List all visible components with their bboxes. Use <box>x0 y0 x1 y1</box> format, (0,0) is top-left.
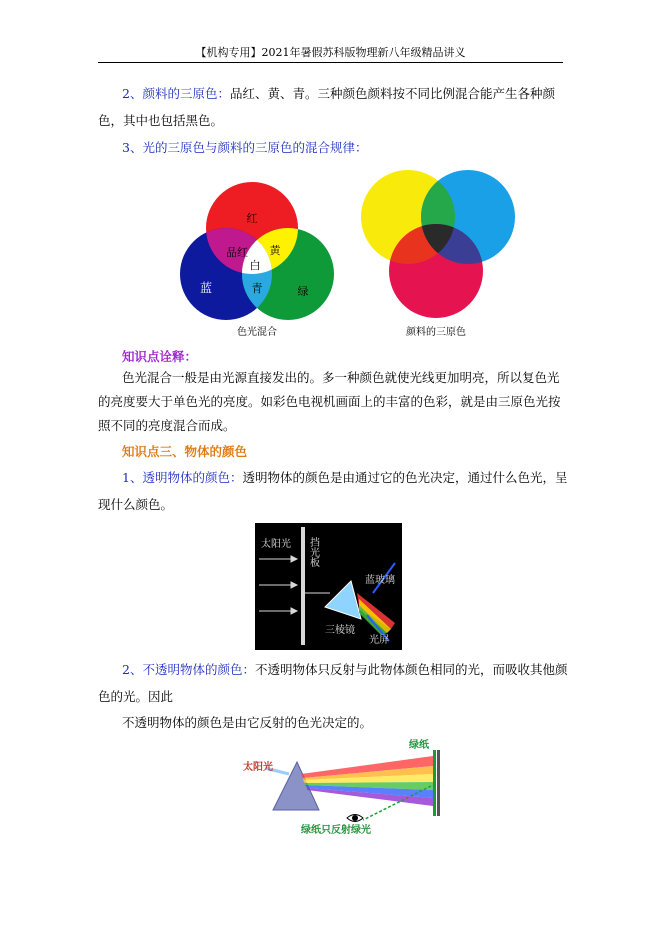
transparent-body: 透明物体的颜色是由通过它的色光决定，通过什么色光，呈现什么颜色。 <box>98 470 568 512</box>
transparent-colon: ： <box>229 470 243 485</box>
green-paper-figure <box>243 738 448 838</box>
pigment-colon: ： <box>217 86 230 101</box>
label-sunlight: 太阳光 <box>261 539 291 550</box>
pigment-num: 2、 <box>122 86 143 101</box>
label-green-paper: 绿纸 <box>409 740 429 751</box>
label-blue-glass: 蓝玻璃 <box>365 575 395 586</box>
transparent-paragraph <box>98 464 568 518</box>
opaque-num: 2、 <box>122 662 143 677</box>
label-sunlight-2: 太阳光 <box>243 762 273 773</box>
opaque-conclusion: 不透明物体的颜色是由它反射的色光决定的。 <box>122 715 373 730</box>
note-heading: 知识点诠释： <box>122 349 198 364</box>
prism-blue-glass-figure <box>255 523 402 650</box>
label-cyan: 青 <box>251 282 263 295</box>
green-paper-rect <box>433 750 436 816</box>
light-mixing-figure <box>170 180 340 340</box>
transparent-term: 透明物体的颜色 <box>142 470 230 485</box>
pigment-mixing-figure <box>350 165 520 340</box>
label-magenta: 品红 <box>226 246 248 259</box>
opaque-term: 不透明物体的颜色 <box>142 662 243 677</box>
pigment-caption: 颜料的三原色 <box>406 327 466 338</box>
pigment-body: 品红、黄、青。三种颜色颜料按不同比例混合能产生各种颜色，其中也包括黑色。 <box>98 86 555 128</box>
transparent-num: 1、 <box>122 470 143 485</box>
opaque-paragraph <box>98 656 568 710</box>
label-yellow: 黄 <box>269 244 281 257</box>
note-body: 色光混合一般是由光源直接发出的。多一种颜色就使光线更加明亮，所以复色光的亮度要大于单色光的亮度。如彩色电视机画面上的丰富的色彩，就是由三原色光按照不同的亮度混合而成。 <box>98 370 561 433</box>
section3-heading: 知识点三、物体的颜色 <box>122 444 248 459</box>
label-white: 白 <box>249 259 261 272</box>
label-screen: 光屏 <box>369 635 389 646</box>
label-board: 挡光板 <box>307 537 319 567</box>
label-green: 绿 <box>297 285 309 298</box>
light-board <box>301 527 305 645</box>
opaque-colon: ： <box>242 662 255 677</box>
label-red: 红 <box>246 212 258 225</box>
page-header: 【机构专用】2021年暑假苏科版物理新八年级精品讲义 <box>98 45 563 63</box>
label-prism: 三棱镜 <box>325 625 355 636</box>
green-paper-caption: 绿纸只反射绿光 <box>301 825 371 836</box>
label-blue: 蓝 <box>199 281 213 295</box>
opaque-body: 不透明物体只反射与此物体颜色相同的光，而吸收其他颜色的光。因此 <box>98 662 568 704</box>
light-mix-caption: 色光混合 <box>237 327 277 338</box>
pigment-primary-paragraph <box>98 80 568 134</box>
mixing-rule-heading: 3、光的三原色与颜料的三原色的混合规律： <box>122 140 368 155</box>
pigment-term: 颜料的三原色 <box>142 86 218 101</box>
